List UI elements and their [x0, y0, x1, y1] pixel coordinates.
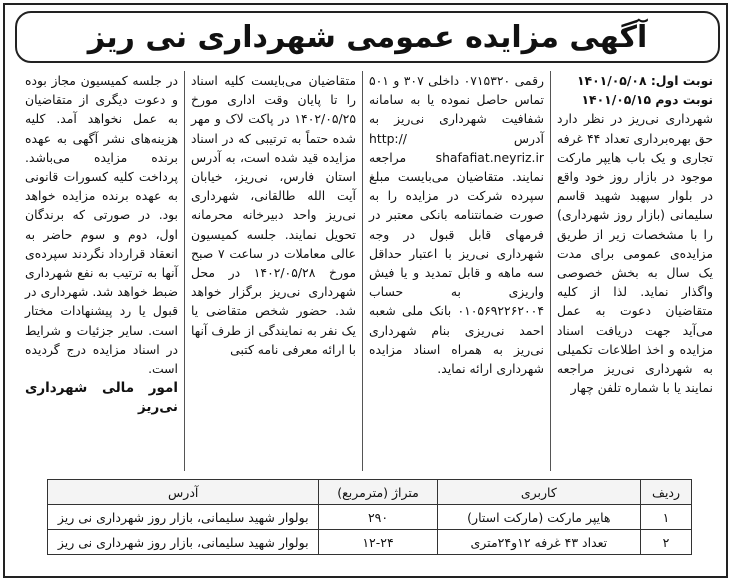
table-row	[48, 505, 692, 530]
row-usage: تعداد ۴۳ غرفه ۱۲و۲۴متری	[437, 530, 640, 555]
row-address: بولوار شهید سلیمانی، بازار روز شهرداری نی ریز	[48, 505, 319, 530]
row-area: ۱۲-۲۴	[319, 530, 437, 555]
title-banner	[15, 11, 720, 63]
body-text-1: شهرداری نی‌ریز در نظر دارد حق بهره‌برداری تعداد ۴۴ غرفه تجاری و یک باب هایپر مارکت موجود در بازار روز خود واقع در بلوار سپهبد شهید قاسم سلیمانی (بازار روز شهرداری) را با مشخصات زیر از طریق مزایده‌ی عمومی برای مدت یک سال به بخش خصوصی واگذار نماید. لذا از کلیه متقاضیان دعوت به عمل می‌آید جهت دریافت اسناد مزایده و اخذ اطلاعات تکمیلی به شهرداری نی‌ریز مراجعه نمایند یا با شماره تلفن چهار	[557, 111, 713, 396]
signoff: امور مالی شهرداری نی‌ریز	[25, 380, 178, 416]
header-index: ردیف	[641, 480, 692, 505]
row-address: بولوار شهید سلیمانی، بازار روز شهرداری نی ریز	[48, 530, 319, 555]
auction-items-table	[47, 479, 692, 555]
table-row	[48, 530, 692, 555]
body-column-4	[19, 71, 185, 471]
body-column-1	[551, 71, 719, 471]
row-usage: هایپر مارکت (مارکت استار)	[437, 505, 640, 530]
row-index: ۲	[641, 530, 692, 555]
row-area: ۲۹۰	[319, 505, 437, 530]
table-header-row	[48, 480, 692, 505]
body-column-2	[363, 71, 551, 471]
body-text-3: متقاضیان می‌بایست کلیه اسناد را تا پایان وقت اداری مورخ ۱۴۰۲/۰۵/۲۵ در پاکت لاک و مهر شده حتماً به ترتیبی که در اسناد مزایده قید شده است، به آدرس استان فارس، نی‌ریز، خیابان آیت الله طالقانی، شهرداری نی‌ریز واحد دبیرخانه محرمانه تحویل نمایند. جلسه کمیسیون عالی معاملات در ساعت ۷ صبح مورخ ۱۴۰۲/۰۵/۲۸ در محل شهرداری نی‌ریز برگزار خواهد شد. حضور شخص متقاضی یا یک نفر به نمایندگی از طرف آنها با ارائه معرفی نامه کتبی	[191, 73, 356, 357]
body-text-2: رقمی ۰۷۱۵۳۲۰ داخلی ۳۰۷ و ۵۰۱ تماس حاصل نموده یا به سامانه شفافیت شهرداری نی‌ریز به آدرس http:// shafafiat.neyriz.ir مراجعه نمایند. متقاضیان می‌بایست مبلغ سپرده شرکت در مزایده را به صورت ضمانتنامه بانکی معتبر در فرمهای قابل قبول در وجه شهرداری نی‌ریز با اعتبار حداقل سه ماهه و قابل تمدید و یا فیش واریزی به حساب ۰۱۰۵۶۹۲۲۶۲۰۰۴ بانک ملی شعبه احمد نی‌ریزی بنام شهرداری نی‌ریز به همراه اسناد مزایده شهرداری ارائه نماید.	[369, 73, 544, 377]
body-column-3	[185, 71, 363, 471]
notice-title: آگهی مزایده عمومی شهرداری نی ریز	[87, 19, 648, 55]
body-text-4: در جلسه کمیسیون مجاز بوده و دعوت دیگری از متقاضیان به عمل نخواهد آمد. کلیه هزینه‌های نشر آگهی به عهده برنده مزایده می‌باشد. پرداخت کلیه کسورات قانونی به عهده برنده مزایده خواهد بود. در صورتی که برندگان اول، دوم و سوم حاضر به انعقاد قرارداد نگردند سپرده‌ی آنها به ترتیب به نفع شهرداری ضبط خواهد شد. شهرداری در قبول یا رد پیشنهادات مختار است. سایر جزئیات و شرایط در اسناد مزایده درج گردیده است.	[25, 73, 178, 377]
notice-frame	[3, 3, 728, 578]
publish-date-first: نوبت اول: ۱۴۰۱/۰۵/۰۸	[576, 73, 713, 88]
header-area: متراژ (مترمربع)	[319, 480, 437, 505]
publish-date-second: نوبت دوم ۱۴۰۱/۰۵/۱۵	[581, 92, 713, 108]
notice-body	[19, 71, 719, 471]
header-address: آدرس	[48, 480, 319, 505]
header-usage: کاربری	[437, 480, 640, 505]
row-index: ۱	[641, 505, 692, 530]
